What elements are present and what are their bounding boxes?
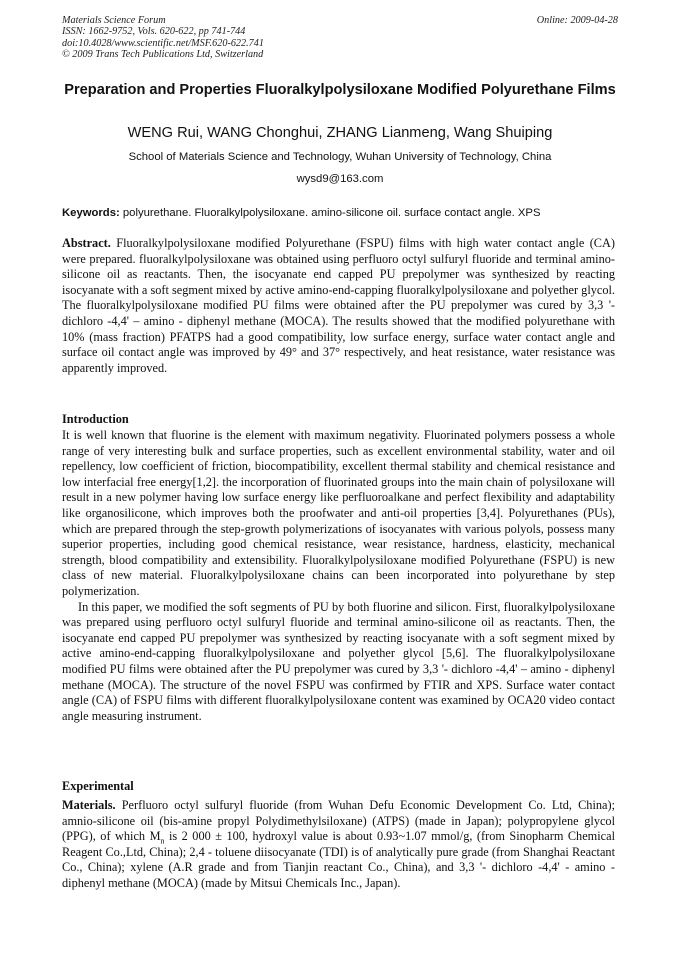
- materials-paragraph: [62, 798, 615, 892]
- keywords-label: Keywords:: [62, 207, 120, 219]
- introduction-body: [62, 428, 615, 724]
- doi-line: doi:10.4028/www.scientific.net/MSF.620-622.741: [62, 37, 264, 49]
- keywords-text: polyurethane. Fluoralkylpolysiloxane. amino-silicone oil. surface contact angle. XPS: [119, 207, 541, 219]
- online-date: Online: 2009-04-28: [536, 15, 618, 26]
- introduction-paragraph-1: It is well known that fluorine is the element with maximum negativity. Fluorinated polymers possess a whole range of very interesting bulk and surface properties, such as excellent environmental stability, water and oil repellency, low coefficient of friction, biocompatibility, excellent thermal stability and chemical resistance and low interfacial free energy[1,2]. the incorporation of fluorinated groups into the main chain of polysiloxane will result in a new polymer having low surface energy like perfluoroalkane and perfect flexibility and adaptability like organosilicone, which improves both the proofwater and anti-oil properties [3,4]. Polyurethanes (PUs), which are prepared through the step-growth polymerizations of isocyanates with various polyols, possess many superior properties, including good chemical resistance, wear resistance, hardness, elasticity, mechanical strength, blood compatibility and extensibility. Fluoralkylpolysiloxane modified Polyurethane (FSPU) is new class of new material. Fluoralkylpolysiloxane chains can been incorporated into polyurethane by step polymerization.: [62, 428, 615, 598]
- introduction-heading: Introduction: [62, 412, 129, 426]
- abstract: [62, 236, 615, 376]
- abstract-label: Abstract.: [62, 236, 111, 250]
- materials-text-a: Perfluoro octyl sulfuryl fluoride (from Wuhan Defu Economic Development Co. Ltd, China); amnio-silicone oil (bis-amine propyl Polydimethylsiloxane) (ATPS) (made in Japan); polypropylene glycol (PPG), of which M: [62, 798, 615, 844]
- paper-title: Preparation and Properties Fluoralkylpolysiloxane Modified Polyurethane Films: [64, 82, 616, 98]
- issn-line: ISSN: 1662-9752, Vols. 620-622, pp 741-744: [62, 26, 246, 38]
- introduction-paragraph-2: In this paper, we modified the soft segments of PU by both fluorine and silicon. First, fluoralkylpolysiloxane was prepared using perfluoro octyl sulfuryl fluoride and terminal amino-silicone oil as reactants. Then, the isocyanate end capped PU prepolymer was synthesized by reacting isocyanate with a soft segment mixed by active amino-end-capping fluoralkylpolysiloxane and polyether glycol [5,6]. The fluoralkylpolysiloxane modified PU films were obtained after the PU prepolymer was cured by 3,3 '- dichloro -4,4' – amino - diphenyl methane (MOCA). The structure of the novel FSPU was confirmed by FTIR and XPS. Surface water contact angle (CA) of FSPU films with different fluoralkylpolysiloxane content was examined by OCA20 video contact angle measuring instrument.: [62, 599, 615, 723]
- journal-name: Materials Science Forum: [62, 15, 166, 26]
- abstract-text: Fluoralkylpolysiloxane modified Polyurethane (FSPU) films with high water contact angle (CA) were prepared. fluoralkylpolysiloxane was obtained using perfluoro octyl sulfuryl fluoride and terminal amino-silicone oil as reactants. Then, the isocyanate end capped PU prepolymer was synthesized by reacting isocyanate with a soft segment mixed by active amino-end-capping fluoralkylpolysiloxane and polyether glycol. The fluoralkylpolysiloxane modified PU films were obtained after the PU prepolymer was cured by 3,3 '- dichloro -4,4' – amino - diphenyl methane (MOCA). The results showed that the modified polyurethane with 10% (mass fraction) PFATPS had a good compatibility, low surface energy, surface water contact angle and surface oil contact angle was improved by 49° and 37° respectively, and heat resistance, water resistance was apparently improved.: [62, 236, 615, 375]
- materials-label: Materials.: [62, 798, 116, 812]
- keywords: [62, 206, 618, 220]
- mn-subscript: n: [160, 836, 165, 846]
- author-list: WENG Rui, WANG Chonghui, ZHANG Lianmeng, Wang Shuiping: [127, 125, 553, 141]
- email-address: wysd9@163.com: [296, 173, 384, 185]
- experimental-heading: Experimental: [62, 779, 134, 793]
- affiliation: School of Materials Science and Technology, Wuhan University of Technology, China: [128, 151, 552, 163]
- materials-text-b: is 2 000 ± 100, hydroxyl value is about 0.93~1.07 mmol/g, (from Sinopharm Chemical Reagent Co.,Ltd, China); 2,4 - toluene diisocyanate (TDI) is of analytically pure grade (from Shanghai Reactant Co., China); xylene (A.R grade and from Tianjin reactant Co., China), and 3,3 '- dichloro -4,4' - amino - diphenyl methane (MOCA) (made by Mitsui Chemicals Inc., Japan).: [62, 829, 615, 890]
- copyright-line: © 2009 Trans Tech Publications Ltd, Switzerland: [62, 49, 264, 61]
- journal-header: [62, 15, 618, 61]
